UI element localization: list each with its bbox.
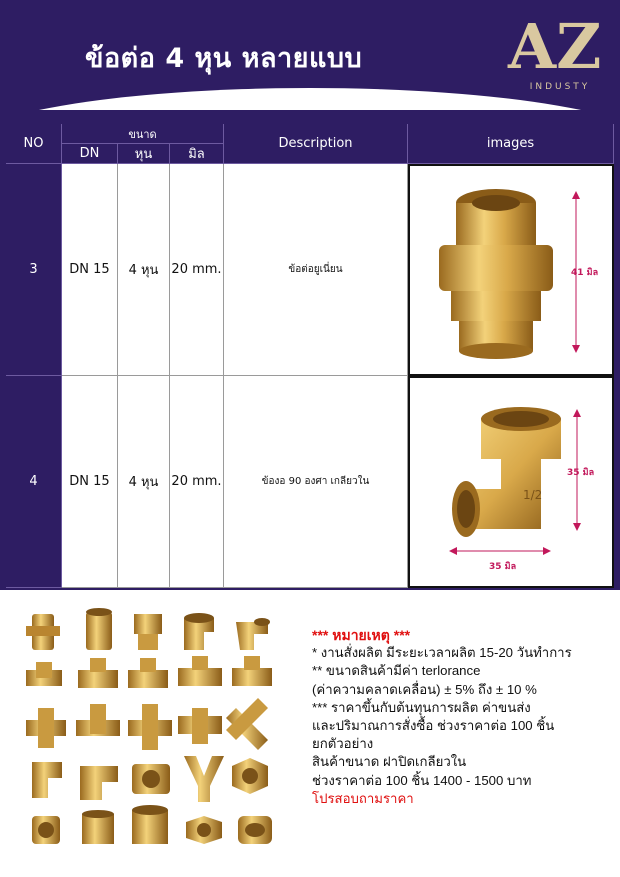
elbow-fitting-image: [411, 379, 611, 585]
row-dn: DN 15: [62, 376, 118, 588]
header-banner: [0, 0, 620, 110]
row-no: 3: [6, 164, 62, 376]
spec-table: [6, 124, 614, 588]
row-image: [408, 376, 614, 588]
fitting-item: [178, 656, 222, 686]
note-line: (ค่าความคลาดเคลื่อน) ± 5% ถึง ± 10 %: [312, 681, 537, 697]
row-image: [408, 164, 614, 376]
notes-block: [312, 626, 617, 808]
row-dn: DN 15: [62, 164, 118, 376]
note-line: *** ราคาขึ้นกับต้นทุนการผลิต ค่าขนส่ง: [312, 699, 531, 715]
header-hun: หุน: [118, 144, 170, 164]
fitting-item: [132, 764, 170, 794]
fitting-item: [76, 704, 120, 736]
fitting-item: [78, 658, 118, 688]
fitting-item: [238, 816, 272, 844]
row-hun: 4 หุน: [118, 164, 170, 376]
fitting-item: [184, 756, 224, 802]
fitting-item: [26, 614, 60, 650]
svg-text:1/2: 1/2: [523, 488, 543, 502]
logo-mark: AZ: [508, 10, 602, 83]
row-no: 4: [6, 376, 62, 588]
fitting-item: [226, 698, 268, 750]
note-line: ** ขนาดสินค้ามีค่า terlorance: [312, 663, 481, 679]
fitting-item: [232, 758, 268, 794]
notes-title: *** หมายเหตุ ***: [312, 627, 411, 643]
header-dn: DN: [62, 144, 118, 164]
union-fitting-image: [411, 167, 611, 373]
note-line: ยกตัวอย่าง: [312, 736, 374, 752]
svg-text:35 มิล: 35 มิล: [489, 562, 517, 572]
row-hun: 4 หุน: [118, 376, 170, 588]
fitting-item: [178, 708, 222, 744]
svg-text:35 มิล: 35 มิล: [567, 468, 595, 478]
fitting-item: [232, 656, 272, 686]
header-size-group: ขนาด: [62, 124, 224, 144]
row-mil: 20 mm.: [170, 164, 224, 376]
fitting-item: [236, 618, 270, 650]
row-description: ข้อต่อยูเนี่ยน: [224, 164, 408, 376]
row-description: ข้องอ 90 องศา เกลียวใน: [224, 376, 408, 588]
top-band: [0, 110, 620, 124]
fittings-collage: [18, 604, 286, 854]
svg-text:41 มิล: 41 มิล: [571, 268, 599, 278]
header-images: images: [408, 124, 614, 164]
fitting-item: [26, 708, 66, 748]
fitting-item: [32, 816, 60, 844]
row-mil: 20 mm.: [170, 376, 224, 588]
fitting-item: [86, 608, 112, 650]
note-line: และปริมาณการสั่งซื้อ ช่วงราคาต่อ 100 ชิ้น: [312, 718, 555, 734]
contact-note: โปรสอบถามราคา: [312, 790, 414, 806]
fitting-item: [184, 613, 214, 650]
page-title: ข้อต่อ 4 หุน หลายแบบ: [85, 43, 363, 74]
fitting-item: [26, 662, 62, 686]
product-grid: [18, 604, 286, 854]
note-line: ช่วงราคาต่อ 100 ชิ้น 1400 - 1500 บาท: [312, 772, 532, 788]
fitting-item: [32, 762, 62, 798]
header-no: NO: [6, 124, 62, 164]
right-band: [614, 110, 620, 590]
logo-subtitle: INDUSTY: [529, 82, 591, 92]
fitting-item: [82, 810, 114, 844]
header-description: Description: [224, 124, 408, 164]
fitting-item: [128, 704, 172, 750]
fitting-item: [80, 766, 118, 800]
fitting-item: [186, 816, 222, 844]
fitting-item: [128, 658, 168, 688]
fitting-item: [134, 614, 162, 650]
header-mil: มิล: [170, 144, 224, 164]
note-line: * งานสั่งผลิต มีระยะเวลาผลิต 15-20 วันทำการ: [312, 645, 572, 661]
note-line: สินค้าขนาด ฝาปิดเกลียวใน: [312, 754, 467, 770]
fitting-item: [132, 805, 168, 844]
